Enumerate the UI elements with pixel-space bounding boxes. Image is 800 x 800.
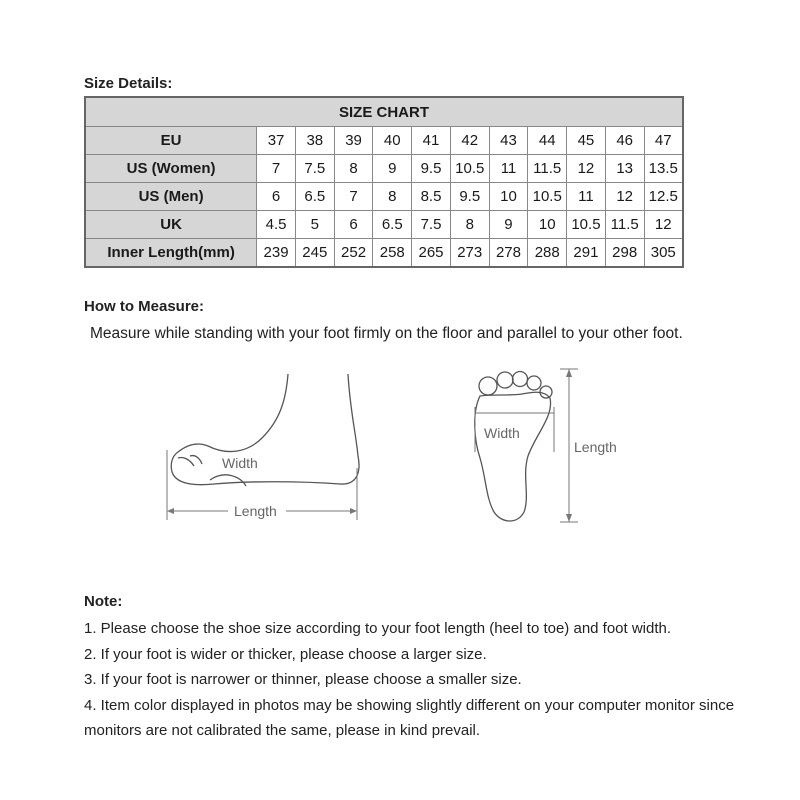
size-chart-table	[84, 96, 684, 268]
note-title: Note:	[84, 593, 123, 610]
size-chart-row	[85, 211, 683, 239]
size-cell: 38	[295, 127, 334, 155]
size-cell: 10.5	[450, 155, 489, 183]
size-cell: 5	[295, 211, 334, 239]
size-chart-row	[85, 155, 683, 183]
size-cell: 39	[334, 127, 373, 155]
size-cell: 6.5	[295, 183, 334, 211]
row-label: US (Women)	[85, 155, 257, 183]
size-cell: 9.5	[450, 183, 489, 211]
size-cell: 12	[644, 211, 683, 239]
size-chart-body	[85, 127, 683, 268]
size-cell: 45	[567, 127, 606, 155]
size-cell: 13.5	[644, 155, 683, 183]
size-cell: 273	[450, 239, 489, 268]
size-cell: 9	[373, 155, 412, 183]
size-cell: 8	[334, 155, 373, 183]
size-chart-row	[85, 127, 683, 155]
size-cell: 11.5	[605, 211, 644, 239]
row-label: US (Men)	[85, 183, 257, 211]
size-cell: 6.5	[373, 211, 412, 239]
size-cell: 37	[257, 127, 296, 155]
side-foot-outline-icon	[171, 374, 359, 485]
note-list	[84, 616, 774, 744]
size-chart-header: SIZE CHART	[85, 97, 683, 127]
size-cell: 40	[373, 127, 412, 155]
sole-length-label: Length	[574, 439, 617, 455]
row-label: Inner Length(mm)	[85, 239, 257, 268]
measure-instruction: Measure while standing with your foot firmly on the floor and parallel to your other foot.	[90, 325, 683, 342]
size-cell: 43	[489, 127, 528, 155]
size-cell: 252	[334, 239, 373, 268]
size-cell: 11	[567, 183, 606, 211]
size-cell: 6	[334, 211, 373, 239]
row-label: UK	[85, 211, 257, 239]
side-length-label: Length	[234, 503, 277, 519]
how-to-measure-title: How to Measure:	[84, 298, 205, 315]
sole-foot-outline-icon	[475, 392, 551, 521]
size-cell: 8	[373, 183, 412, 211]
sole-width-label: Width	[484, 425, 520, 441]
size-cell: 288	[528, 239, 567, 268]
size-cell: 291	[567, 239, 606, 268]
side-width-label: Width	[222, 455, 258, 471]
note-item-3: 3. If your foot is narrower or thinner, please choose a smaller size.	[84, 671, 522, 688]
size-cell: 245	[295, 239, 334, 268]
size-cell: 278	[489, 239, 528, 268]
size-cell: 46	[605, 127, 644, 155]
note-item-4: 4. Item color displayed in photos may be showing slightly different on your computer monitor since monitors are not calibrated the same, please in kind prevail.	[84, 696, 735, 739]
size-cell: 44	[528, 127, 567, 155]
size-cell: 7	[334, 183, 373, 211]
size-cell: 7.5	[295, 155, 334, 183]
note-item-2: 2. If your foot is wider or thicker, please choose a larger size.	[84, 645, 487, 663]
size-cell: 12	[567, 155, 606, 183]
size-cell: 10	[528, 211, 567, 239]
size-chart-row	[85, 239, 683, 268]
size-cell: 9	[489, 211, 528, 239]
size-cell: 239	[257, 239, 296, 268]
size-cell: 41	[412, 127, 451, 155]
row-label: EU	[85, 127, 257, 155]
sole-foot-diagram	[475, 372, 552, 522]
size-cell: 305	[644, 239, 683, 268]
size-cell: 10.5	[567, 211, 606, 239]
size-cell: 47	[644, 127, 683, 155]
size-cell: 7.5	[412, 211, 451, 239]
note-item-1: 1. Please choose the shoe size according to your foot length (heel to toe) and foot width.	[84, 620, 672, 637]
size-cell: 42	[450, 127, 489, 155]
size-cell: 11.5	[528, 155, 567, 183]
size-cell: 8	[450, 211, 489, 239]
size-cell: 298	[605, 239, 644, 268]
size-cell: 9.5	[412, 155, 451, 183]
size-cell: 265	[412, 239, 451, 268]
size-cell: 4.5	[257, 211, 296, 239]
size-cell: 258	[373, 239, 412, 268]
size-cell: 12	[605, 183, 644, 211]
size-cell: 12.5	[644, 183, 683, 211]
size-cell: 10	[489, 183, 528, 211]
foot-measurement-illustration	[150, 360, 650, 530]
size-cell: 11	[489, 155, 528, 183]
side-foot-diagram	[171, 374, 359, 486]
size-cell: 6	[257, 183, 296, 211]
size-cell: 7	[257, 155, 296, 183]
size-cell: 8.5	[412, 183, 451, 211]
size-details-title: Size Details:	[84, 75, 173, 92]
size-chart-row	[85, 183, 683, 211]
size-cell: 10.5	[528, 183, 567, 211]
size-cell: 13	[605, 155, 644, 183]
